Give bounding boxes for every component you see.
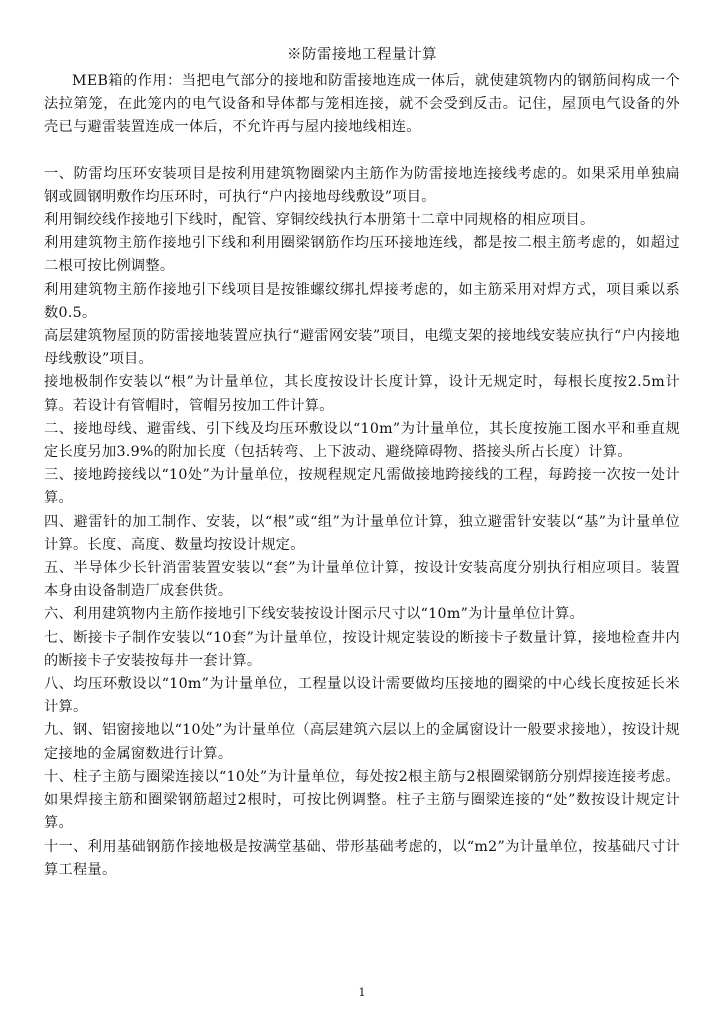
- paragraph-6: 接地极制作安装以“根”为计量单位，其长度按设计长度计算，设计无规定时，每根长度按2.5m计算。若设计有管帽时，管帽另按加工件计算。: [44, 374, 680, 414]
- document-title: ※防雷接地工程量计算: [287, 47, 437, 63]
- paragraph-11: 六、利用建筑物内主筋作接地引下线安装按设计图示尺寸以“10m”为计量单位计算。: [44, 606, 585, 623]
- paragraph-8: 三、接地跨接线以“10处”为计量单位，按规程规定凡需做接地跨接线的工程，每跨接一次按一处计算。: [44, 467, 680, 507]
- paragraph-1: 一、防雷均压环安装项目是按利用建筑物圈梁内主筋作为防雷接地连接线考虑的。如果采用单独扁钢或圆钢明敷作均压环时，可执行“户内接地母线敷设”项目。: [44, 165, 680, 205]
- paragraph-5: 高层建筑物屋顶的防雷接地装置应执行“避雷网安装”项目，电缆支架的接地线安装应执行“户内接地母线敷设”项目。: [44, 328, 680, 368]
- paragraph-9: 四、避雷针的加工制作、安装，以“根”或“组”为计量单位计算，独立避雷针安装以“基”为计量单位计算。长度、高度、数量均按设计规定。: [44, 513, 680, 553]
- paragraph-12: 七、断接卡子制作安装以“10套”为计量单位，按设计规定装设的断接卡子数量计算，接地检查井内的断接卡子安装按每井一套计算。: [44, 629, 680, 669]
- document-page: [44, 44, 680, 882]
- paragraph-14: 九、钢、铝窗接地以“10处”为计量单位（高层建筑六层以上的金属窗设计一般要求接地），按设计规定接地的金属窗数进行计算。: [44, 722, 680, 762]
- paragraph-gap: [44, 140, 680, 163]
- paragraph-7: 二、接地母线、避雷线、引下线及均压环敷设以“10m”为计量单位，其长度按施工图水平和垂直规定长度另加3.9%的附加长度（包括转弯、上下波动、避绕障碍物、搭接头所占长度）计算。: [44, 420, 680, 461]
- paragraph-2: 利用铜绞线作接地引下线时，配管、穿铜绞线执行本册第十二章中同规格的相应项目。: [44, 212, 595, 229]
- paragraph-3: 利用建筑物主筋作接地引下线和利用圈梁钢筋作均压环接地连线，都是按二根主筋考虑的，如超过二根可按比例调整。: [44, 235, 680, 275]
- paragraph-15: 十、柱子主筋与圈梁连接以“10处”为计量单位，每处按2根主筋与2根圈梁钢筋分别焊接连接考虑。如果焊接主筋和圈梁钢筋超过2根时，可按比例调整。柱子主筋与圈梁连接的“处”数按设计规定计算。: [44, 768, 680, 832]
- paragraph-10: 五、半导体少长针消雷装置安装以“套”为计量单位计算，按设计安装高度分别执行相应项目。装置本身由设备制造厂成套供货。: [44, 560, 680, 600]
- paragraph-16: 十一、利用基础钢筋作接地极是按满堂基础、带形基础考虑的，以“m2”为计量单位，按基础尺寸计算工程量。: [44, 838, 680, 878]
- intro-paragraph: MEB箱的作用：当把电气部分的接地和防雷接地连成一体后，就使建筑物内的钢筋间构成一个法拉第笼，在此笼内的电气设备和导体都与笼相连接，就不会受到反击。记住，屋顶电气设备的外壳已与避雷装置连成一体后，不允许再与屋内接地线相连。: [44, 73, 680, 136]
- paragraph-4: 利用建筑物主筋作接地引下线项目是按锥螺纹绑扎焊接考虑的，如主筋采用对焊方式，项目乘以系数0.5。: [44, 281, 680, 321]
- paragraph-13: 八、均压环敷设以“10m”为计量单位，工程量以设计需要做均压接地的圈梁的中心线长度按延长米计算。: [44, 676, 680, 716]
- page-number: 1: [358, 986, 366, 999]
